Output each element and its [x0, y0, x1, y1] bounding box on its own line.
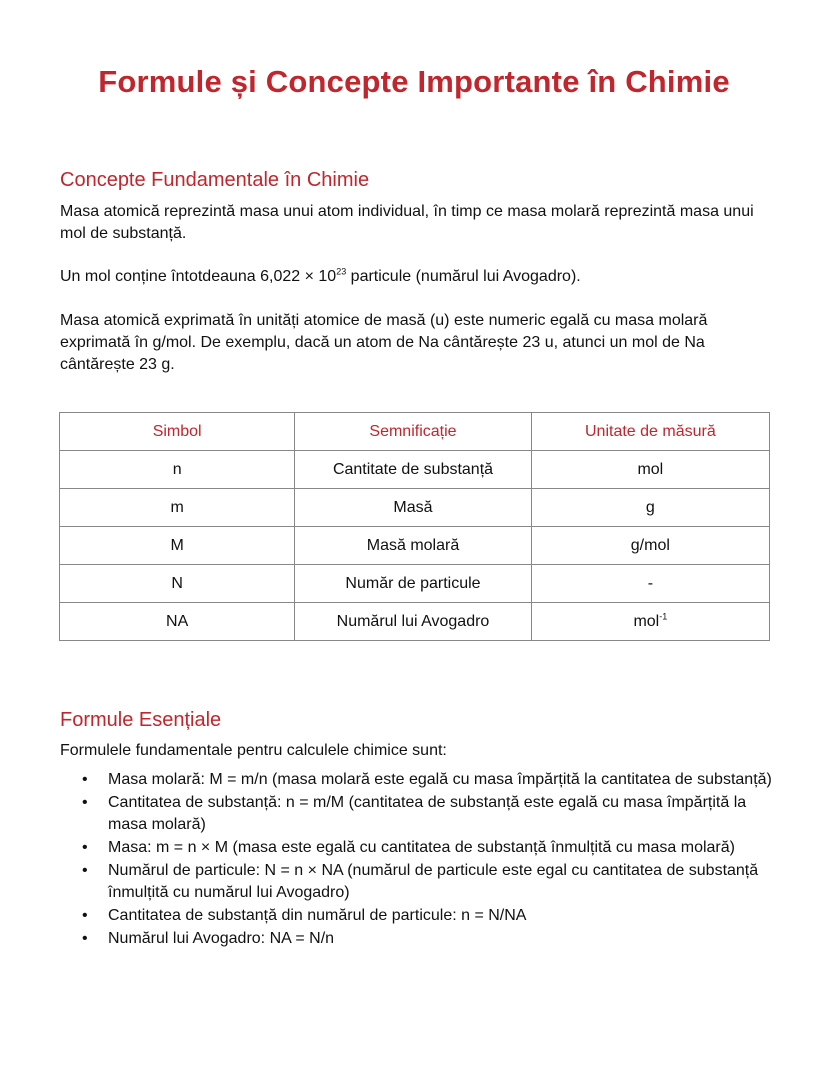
- table-cell-unit: -: [531, 565, 769, 603]
- list-item: [80, 905, 780, 927]
- table-cell-meaning: Masă molară: [295, 527, 531, 565]
- list-item-text: Cantitatea de substanță: n = m/M (cantitatea de substanță este egală cu masa împărțită la masa molară): [108, 794, 747, 833]
- table-row: [60, 565, 770, 603]
- paragraph-avogadro: [60, 266, 772, 288]
- table-cell-symbol: n: [60, 451, 295, 489]
- list-item-text: Cantitatea de substanță din numărul de particule: n = N/NA: [108, 907, 527, 924]
- table-cell-unit: g/mol: [531, 527, 769, 565]
- section-heading-formulas: Formule Esențiale: [60, 709, 222, 731]
- table-cell-meaning: Cantitate de substanță: [295, 451, 531, 489]
- bullet-icon: •: [82, 930, 88, 947]
- list-item: [80, 769, 780, 791]
- table-cell-unit: mol: [531, 451, 769, 489]
- table-cell-symbol: NA: [60, 603, 295, 641]
- list-item-text: Masa: m = n × M (masa este egală cu cantitatea de substanță înmulțită cu masa molară): [108, 839, 735, 856]
- bullet-icon: •: [82, 862, 88, 879]
- table-cell-symbol: m: [60, 489, 295, 527]
- formulas-list: [80, 769, 780, 951]
- table-row: [60, 489, 770, 527]
- unit-exponent: -1: [659, 611, 668, 622]
- list-item-text: Numărul lui Avogadro: NA = N/n: [108, 930, 335, 947]
- unit-mol: mol: [633, 612, 660, 630]
- paragraph-avogadro-start: Un mol conține întotdeauna 6,022 × 10: [60, 268, 337, 285]
- table-cell-unit: [531, 603, 769, 641]
- paragraph-atomic-mass: Masa atomică reprezintă masa unui atom individual, în timp ce masa molară reprezintă masa unui mol de substanță.: [60, 203, 754, 242]
- list-item-text: Masa molară: M = m/n (masa molară este egală cu masa împărțită la cantitatea de substanță): [108, 771, 772, 788]
- bullet-icon: •: [82, 794, 88, 811]
- paragraph-molar-mass-example: Masa atomică exprimată în unități atomice de masă (u) este numeric egală cu masa molară exprimată în g/mol. De exemplu, dacă un atom de Na cântărește 23 u, atunci un mol de Na cântărește 23 g.: [60, 312, 708, 373]
- bullet-icon: •: [82, 771, 88, 788]
- bullet-icon: •: [82, 839, 88, 856]
- table-row: [60, 527, 770, 565]
- bullet-icon: •: [82, 907, 88, 924]
- table-header-row: [60, 413, 770, 451]
- table-cell-symbol: M: [60, 527, 295, 565]
- table-cell-meaning: Număr de particule: [295, 565, 531, 603]
- table-header-unit: Unitate de măsură: [531, 413, 769, 451]
- list-item-text: Numărul de particule: N = n × NA (numărul de particule este egal cu cantitatea de substanță înmulțită cu numărul lui Avogadro): [108, 862, 759, 901]
- table-header-symbol: Simbol: [60, 413, 295, 451]
- table-cell-meaning: Masă: [295, 489, 531, 527]
- list-item: [80, 837, 780, 859]
- list-item: [80, 792, 780, 836]
- table-row: [60, 451, 770, 489]
- paragraph-avogadro-end: particule (numărul lui Avogadro).: [346, 268, 581, 285]
- table-cell-meaning: Numărul lui Avogadro: [295, 603, 531, 641]
- page-title: Formule și Concepte Importante în Chimie: [98, 64, 730, 99]
- list-item: [80, 860, 780, 904]
- table-row: [60, 603, 770, 641]
- symbols-table: [59, 412, 770, 641]
- formulas-intro: Formulele fundamentale pentru calculele chimice sunt:: [60, 742, 447, 759]
- table-cell-unit: g: [531, 489, 769, 527]
- list-item: [80, 928, 780, 950]
- table-cell-symbol: N: [60, 565, 295, 603]
- exponent-23: 23: [336, 266, 347, 277]
- table-header-meaning: Semnificație: [295, 413, 531, 451]
- section-heading-concepts: Concepte Fundamentale în Chimie: [60, 169, 370, 191]
